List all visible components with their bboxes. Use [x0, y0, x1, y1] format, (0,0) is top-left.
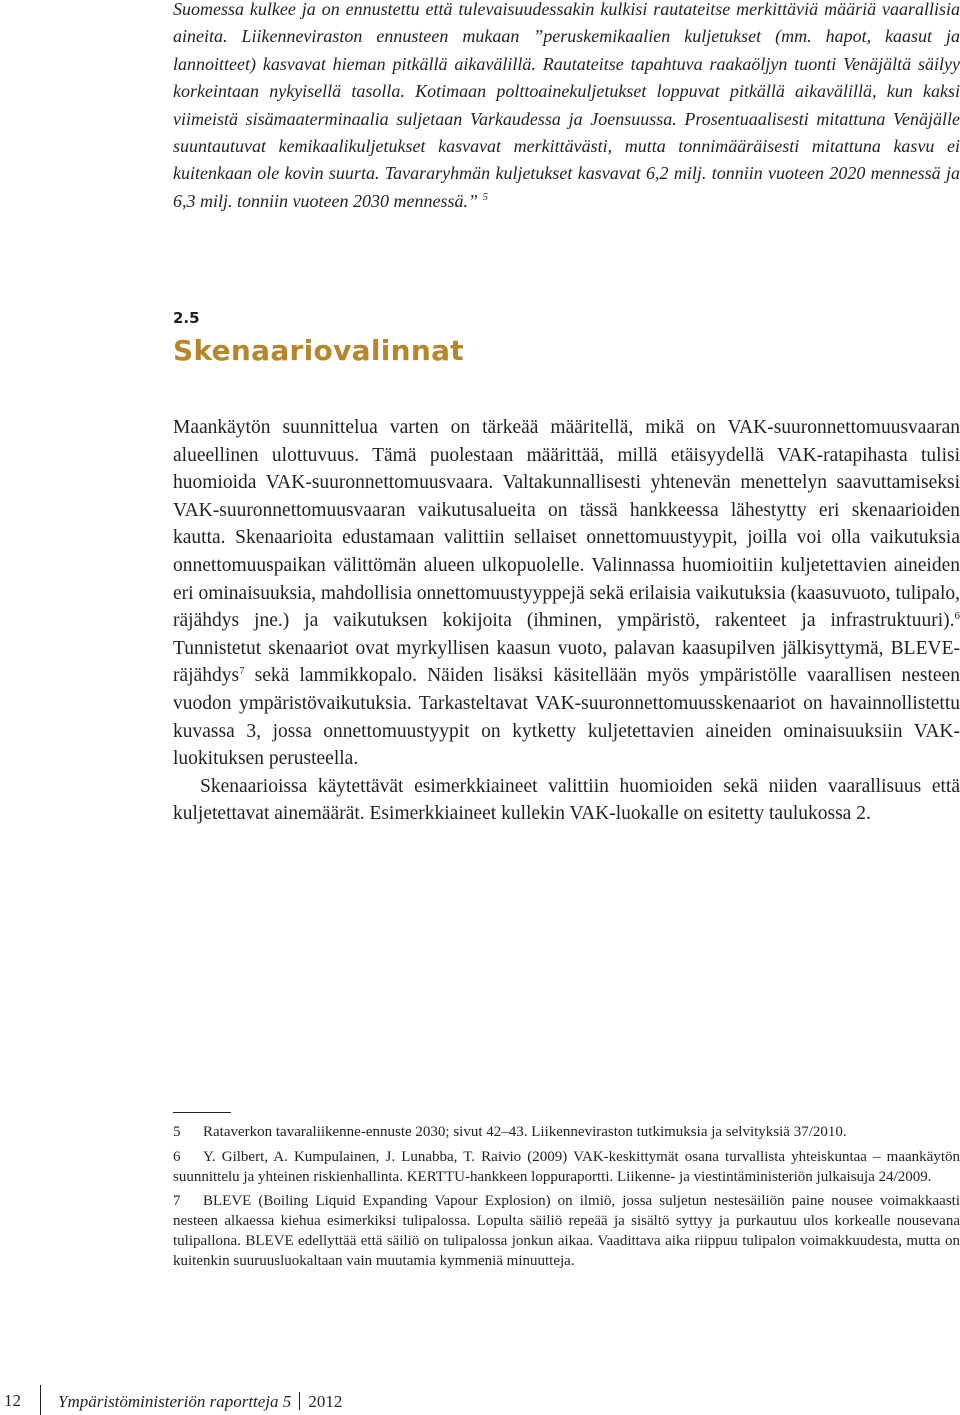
footer-publication — [58, 1392, 342, 1412]
footnote-text: Rataverkon tavaraliikenne-ennuste 2030; sivut 42–43. Liikenneviraston tutkimuksia ja selvityksiä 37/2010. — [203, 1124, 847, 1140]
footnote-text: BLEVE (Boiling Liquid Expanding Vapour Explosion) on ilmiö, jossa suljetun nestesäiliön paine nousee voimakkaasti nesteen alkaessa kiehua esimerkiksi tulipalossa. Lopulta säiliö repeää ja sisältö syttyy ja purkautuu ulos korkealle nousevana tulipallona. BLEVE edellyttää että säiliö on tulipalossa jonkun aikaa. Vaadittava aika riippuu tulipalon voimakkuudesta, mutta on kuitenkin suuruusluokaltaan vain muutamia kymmeniä minuutteja. — [173, 1193, 960, 1269]
page-number: 12 — [4, 1391, 21, 1410]
body-paragraph-1 — [173, 414, 960, 773]
quote-footnote-ref: 5 — [482, 190, 488, 203]
footnote-6 — [173, 1147, 960, 1187]
publication-year: 2012 — [308, 1392, 343, 1411]
body-paragraph-2: Skenaarioissa käytettävät esimerkkiaineet valittiin huomioiden sekä niiden vaarallisuus että kuljetettavat ainemäärät. Esimerkkiaineet kullekin VAK-luokalle on esitetty taulukossa 2. — [173, 775, 960, 825]
footnote-ref-7: 7 — [239, 665, 245, 678]
paragraph-1-part-a: Maankäytön suunnittelua varten on tärkeää määritellä, mikä on VAK-suuronnettomuusvaaran alueellinen ulottuvuus. Tämä puolestaan määrittää, millä etäisyydellä VAK-ratapihasta tulisi huomioida VAK-suuronnettomuusvaara. Valtakunnallisesti yhtenevän menettelyn saavuttamiseksi VAK-suuronnettomuusvaaran vaikutusalueita on tässä hankkeessa lähestytty eri skenaarioiden kautta. Skenaarioita edustamaan valittiin sellaiset onnettomuustyypit, joilla voi olla vaikutuksia onnettomuuspaikan välittömän alueen ulkopuolelle. Valinnassa huomioitiin kuljetettavien aineiden eri ominaisuuksia, mahdollisia onnettomuustyyppejä sekä erilaisia vaikutuksia (kaasuvuoto, tulipalo, räjähdys jne.) ja vaikutuksen kokijoita (ihminen, ympäristö, rakenteet ja infrastruktuuri). — [173, 417, 960, 632]
section-title: Skenaariovalinnat — [173, 334, 464, 367]
footer-divider — [40, 1385, 41, 1415]
body-text — [173, 414, 960, 828]
publication-name: Ympäristöministeriön raportteja 5 — [58, 1392, 292, 1411]
quote-text: Suomessa kulkee ja on ennustettu että tulevaisuudessakin kulkisi rautateitse merkittäviä määriä vaarallisia aineita. Liikenneviraston ennusteen mukaan ”peruskemikaalien kuljetukset (mm. hapot, kaasut ja lannoitteet) kasvavat hieman pitkällä aikavälillä. Rautateitse tapahtuva raakaöljyn tuonti Venäjältä säilyy korkeintaan nykyisellä tasolla. Kotimaan polttoainekuljetukset loppuvat pitkällä aikavälillä, kun kaksi viimeistä sisämaaterminaalia suljetaan Varkaudessa ja Joensuussa. Prosentuaalisesti mitattuna Venäjälle suuntautuvat kemikaalikuljetukset kasvavat merkittävästi, mutta tonnimääräisesti mitattuna kasvu ei kuitenkaan ole kovin suurta. Tavararyhmän kuljetukset kasvavat 6,2 milj. tonniin vuoteen 2020 mennessä ja 6,3 milj. tonniin vuoteen 2030 mennessä.” — [173, 0, 960, 211]
footnote-number: 6 — [173, 1148, 181, 1165]
footnote-number: 5 — [173, 1124, 181, 1140]
paragraph-1-part-b: Tunnistetut skenaariot ovat myrkyllisen kaasun vuoto, palavan kaasupilven jälkisyttymä, BLEVE-räjähdys — [173, 637, 960, 687]
footnotes — [173, 1122, 960, 1276]
section-number: 2.5 — [173, 309, 200, 327]
footnote-divider — [173, 1112, 231, 1113]
block-quote — [173, 0, 960, 215]
footnote-7 — [173, 1191, 960, 1271]
footer-separator — [299, 1392, 300, 1410]
footnote-number: 7 — [173, 1193, 181, 1209]
footnote-text: Y. Gilbert, A. Kumpulainen, J. Lunabba, T. Raivio (2009) VAK-keskittymät osana turvallista yhteiskuntaa – maankäytön suunnittelu ja yhteinen riskienhallinta. KERTTU-hankkeen loppuraportti. Liikenne- ja viestintäministeriön julkaisuja 24/2009. — [173, 1148, 960, 1185]
page-footer — [0, 1385, 960, 1415]
footnote-5 — [173, 1122, 960, 1142]
footnote-ref-6: 6 — [954, 610, 960, 623]
paragraph-1-part-c: sekä lammikkopalo. Näiden lisäksi käsitellään myös ympäristölle vaarallisen nesteen vuodon ympäristövaikutuksia. Tarkasteltavat VAK-suuronnettomuusskenaariot on havainnollistettu kuvassa 3, jossa onnettomuustyypit on kytketty kuljetettavien aineiden ominaisuuksiin VAK-luokituksen perusteella. — [173, 665, 960, 770]
